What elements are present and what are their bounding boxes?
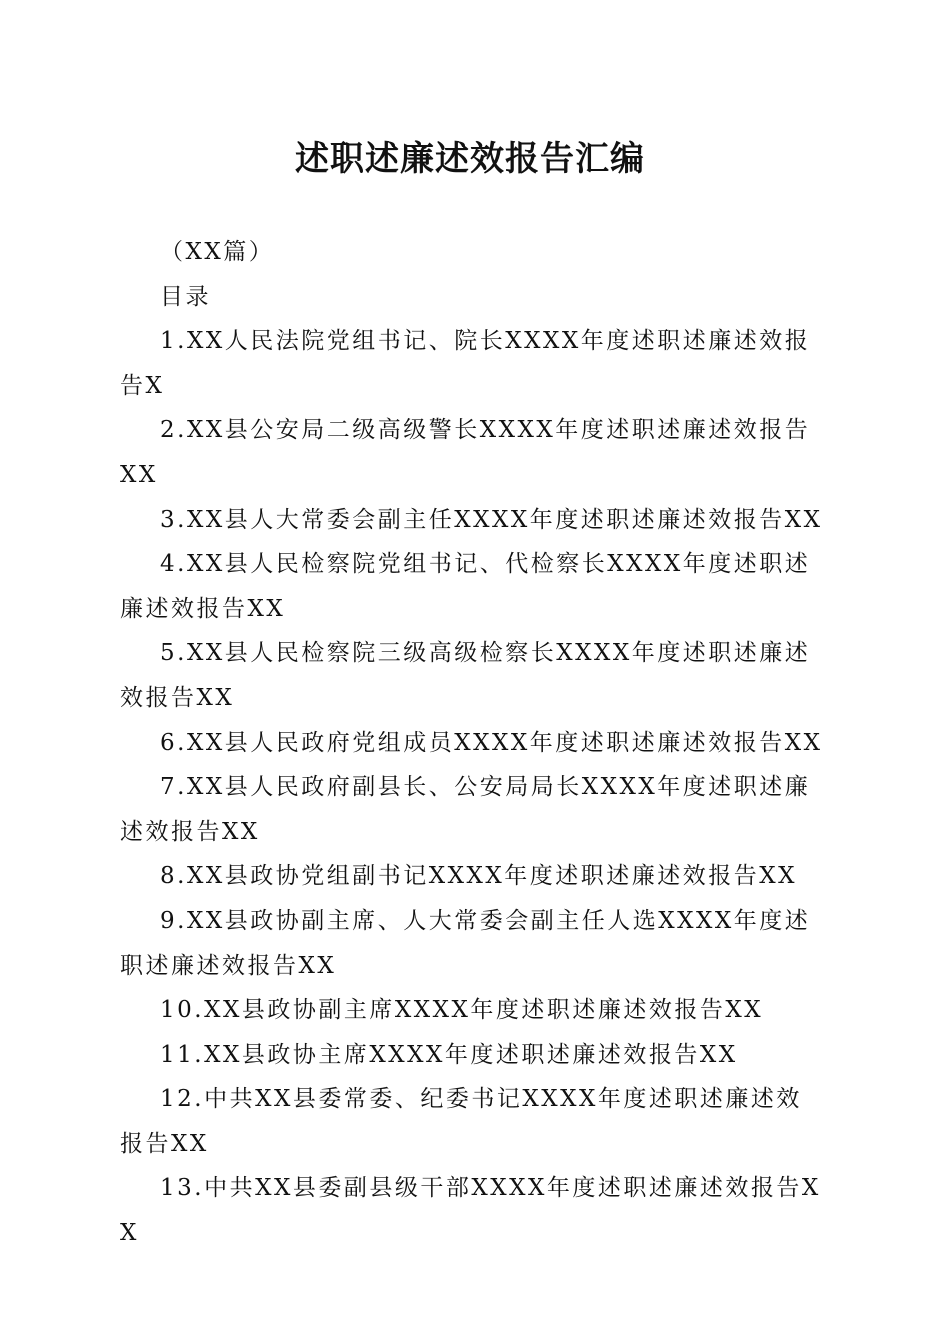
toc-item-8: 8.XX县政协党组副书记XXXX年度述职述廉述效报告XX [160, 863, 797, 890]
toc-item-12: 12.中共XX县委常委、纪委书记XXXX年度述职述廉述效报告XX [120, 1086, 802, 1157]
toc-item-3: 3.XX县人大常委会副主任XXXX年度述职述廉述效报告XX [160, 506, 823, 533]
toc-item-5: 5.XX县人民检察院三级高级检察长XXXX年度述职述廉述效报告XX [120, 640, 811, 711]
toc-item-1: 1.XX人民法院党组书记、院长XXXX年度述职述廉述效报告X [120, 328, 811, 399]
document-body [120, 230, 825, 1256]
toc-item-4: 4.XX县人民检察院党组书记、代检察长XXXX年度述职述廉述效报告XX [120, 551, 811, 622]
toc-item-7: 7.XX县人民政府副县长、公安局局长XXXX年度述职述廉述效报告XX [120, 774, 811, 845]
toc-item-13: 13.中共XX县委副县级干部XXXX年度述职述廉述效报告XX [120, 1175, 821, 1247]
document-title: 述职述廉述效报告汇编 [295, 139, 645, 179]
toc-item-2: 2.XX县公安局二级高级警长XXXX年度述职述廉述效报告XX [120, 417, 811, 488]
toc-item-6: 6.XX县人民政府党组成员XXXX年度述职述廉述效报告XX [160, 729, 823, 756]
toc-item-10: 10.XX县政协副主席XXXX年度述职述廉述效报告XX [160, 997, 764, 1024]
toc-heading: 目录 [160, 283, 211, 310]
subtitle: （XX篇） [160, 239, 275, 265]
toc-item-11: 11.XX县政协主席XXXX年度述职述廉述效报告XX [160, 1041, 738, 1068]
toc-item-9: 9.XX县政协副主席、人大常委会副主任人选XXXX年度述职述廉述效报告XX [120, 907, 811, 979]
